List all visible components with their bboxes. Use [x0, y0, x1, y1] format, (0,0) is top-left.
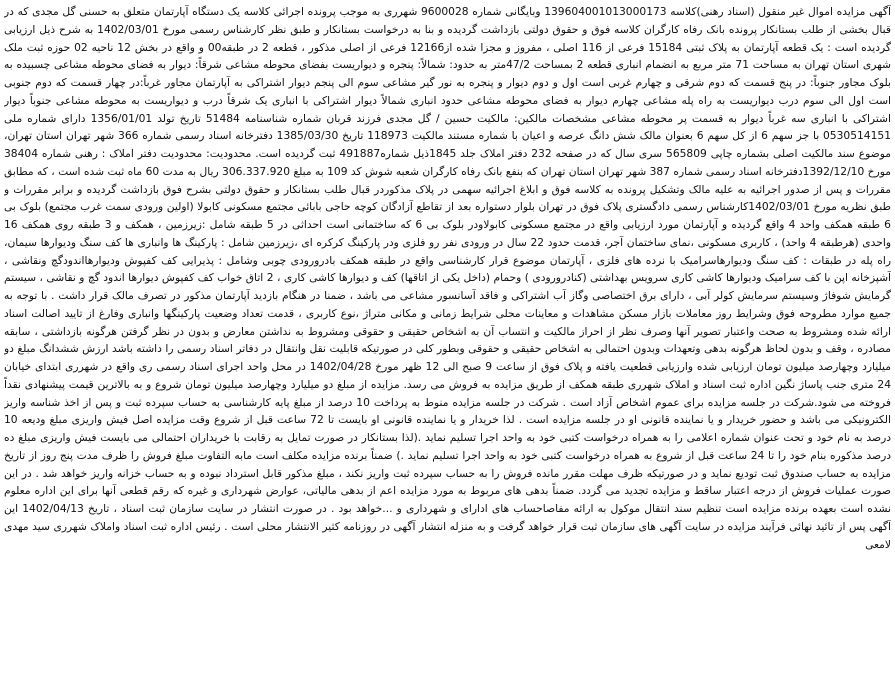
auction-notice [4, 3, 891, 689]
notice-body: آگهی مزایده اموال غیر منقول (اسناد رهنی)کلاسه 139604001013000173 وبایگانی شماره 9600028 شهرری به موجب پرونده اجرائی کلاسه یک دستگاه آپارتمان متعلق به حسنی گل مجدی که در قبال بخشی از طلب بستانکار پرونده بانک رفاه کارگران کلاسه فوق و حقوق دولتی بازداشت گردیده و بنا به درخواست بستانکار و طبق نظر کارشناس رسمی مورخ 1402/03/01 به شرح ذیل ارزیابی گردیده است : یک قطعه آپارتمان به پلاک ثبتی 15184 فرعی از 116 اصلی ، مفروز و مجزا شده از12166 فرعی از اصلی مذکور ، قطعه 2 در طبقه00 و واقع در بخش 12 ناحیه 02 حوزه ثبت ملک شهری استان تهران به مساحت 71 متر مربع به انضمام انباری قطعه 2 بمساحت 47/2متر به حدود: شمالاً: پنجره و دیواریست بفضای محوطه مشاعی شرقاً: دیوار به فضای محوطه مشاعی چسبیده به بلوک مجاور جنوباً: در پنج قسمت که دوم شرقی و چهارم غربی است اول و دوم دیوار و پنجره به نور گیر مشاعی سوم الی پنجم دیوار اشتراکی به آپارتمان مجاور غرباً:در چهار قسمت که دوم جنوبی است اول الی سوم درب دیواریست به راه پله مشاعی چهارم دیوار به فضای محوطه مشاعی حدود انباری شمالاً دیوار اشتراکی با انباری یک شرقاً درب و دیواریست به محوطه مشاعی جنوباً دیوار اشتراکی با انباری سه غرباً دیوار به قسمت پر محوطه مشاعی مشخصات مالکین: مالکیت حسین / گل مجدی فرزند قربان شماره شناسنامه 51484 تاریخ تولد 1356/01/01 دارای شماره ملی 0530514151 با جز سهم 6 از کل سهم 6 بعنوان مالک شش دانگ عرصه و اعیان با شماره مستند مالکیت 118973 تاریخ 1385/03/30 دفترخانه اسناد رسمی شماره 366 شهر تهران استان تهران، موضوع سند مالکیت اصلی بشماره چاپی 565809 سری سال که در صفحه 232 دفتر املاک جلد 1845ذیل شماره491887 ثبت گردیده است. محدودیت: محدودیت دفتر املاک : رهنی شماره 38404 مورخ 1392/12/10دفترخانه اسناد رسمی شماره 387 شهر تهران استان تهران که بنفع بانک رفاه کارگران شعبه شوش کد 109 به مبلغ 306.337.920 ریال به مدت 60 ماه ثبت شده است ، که مطابق مقررات و پس از صدور اجرائیه به علیه مالک وتشکیل پرونده به کلاسه فوق و ابلاغ اجرائیه سهمی در پلاک مذکوردر قبال طلب بستانکار و حقوق دولتی بشرح فوق بازداشت گردیده و برابر مقررات و طبق نظریه مورخ 1402/03/01کارشناس رسمی دادگستری پلاک فوق در تهران بلوار دستواره بعد از تقاطع آزادگان کوچه حاجی بابائی مجتمع مسکونی کابولا (اولین ورودی سمت غرب مجتمع) بلوک بی 6 طبقه همکف واحد 4 واقع گردیده و آپارتمان مورد ارزیابی واقع در مجتمع مسکونی کابولاودر بلوک بی 6 که ساختمانی است احداثی در 5 طبقه شامل :زیرزمین ، همکف و 3 طبقه روی همکف 16 واحدی (هرطبقه 4 واحد) ، کاربری مسکونی ،نمای ساختمان آجر، قدمت حدود 22 سال در ورودی نفر رو فلزی ودر پارکینگ کرکره ای ،زیرزمین شامل : پارکینگ ها وانباری ها کف سنگ ودیوارها سیمان، راه پله در طبقات : کف سنگ ودیوارهاسرامیک با نرده های فلزی ، آپارتمان موضوع قرار کارشناسی واقع در طبقه همکف بادرورودی چوبی وشامل : پذیرایی کف کفپوش ودیوارهااندودگچ ونقاشی ، آشپزخانه اپن با کف سرامیک ودیوارها کاشی کاری سرویس بهداشتی (کنادرورودی ) وحمام (داخل یکی از اتاقها) کف و دیوارها کاشی کاری ، 2 اتاق خواب کف کفپوش دیوارها اندود گچ و نقاشی ، سیستم گرمایش شوفاژ وسیستم سرمایش کولر آبی ، دارای برق اختصاصی وگاز آب اشتراکی و فاقد آسانسور مشاعی می باشد ، ضمنا در هنگام بازدید آپارتمان مذکور در تصرف مالک قرار داشت . با توجه به جمیع موارد مطروحه فوق وشرایط روز معاملات بازار مسکن مشاهدات و معاینات محلی شرایط زمانی و مکانی متراژ ،نوع کاربری ، قدمت تعداد وضعیت پارکینگها وانباری وفارغ از تایید اصالت اسناد ارائه شده ومشروط به صحت واعتبار تصویر آنها وصرف نظر از احراز مالکیت و انتساب آن به اشخاص حقیقی و حقوقی ومشروط به نداشتن معارض و بدون در نظر گرفتن هرگونه بازداشتی ، سابقه مصادره ، وقف و بدون لحاظ هرگونه بدهی وتعهدات وبدون احتمالی به اشخاص حقیقی و حقوقی وبطور کلی در صورتیکه قابلیت نقل وانتقال در دفاتر اسناد رسمی را داشته باشد ارزش ششدانگ مبلغ دو میلیارد وچهارصد میلیون تومان ارزیابی شده وارزیابی قطعیت یافته و پلاک فوق از ساعت 9 صبح الی 12 ظهر مورخ 1402/04/28 در محل واحد اجرای اسناد رسمی ری واقع در شهرری ابتدای خیابان 24 متری جنب پاساژ نگین اداره ثبت اسناد و املاک شهرری طبقه همکف از طریق مزایده به فروش می رسد. مزایده از مبلغ دو میلیارد وچهارصد میلیون تومان شروع و به بالاترین قیمت پیشنهادی نقداً فروخته می شود.شرکت در جلسه مزایده برای عموم اشخاص آزاد است . شرکت در جلسه مزایده منوط به پرداخت 10 درصد از مبلغ پایه کارشناسی به حساب سپرده ثبت و پس از اخذ شناسه واریز الکترونیکی می باشد و حضور خریدار و یا نماینده قانونی او در جلسه مزایده است . لذا خریدار و یا نماینده قانونی او بایست تا 72 ساعت قبل از شروع وقت مزایده اصل فیش واریزی مبلغ ودیعه 10 درصد به نام خود و تحت عنوان شماره اعلامی را به همراه درخواست کتبی خود به واحد اجرا تسلیم نماید .(لذا بستانکار در صورت تمایل به رقابت با خریداران احتمالی می بایست فیش واریزی مبلغ ده درصد مذکوره بنام خود را تا 24 ساعت قبل از شروع به همراه درخواست کتبی خود به واحد اجرا تسلیم نماید .) ضمناً برنده مزایده مکلف است مابه التفاوت مبلغ فروش را ظرف مدت پنج روز از تاریخ مزایده به حساب صندوق ثبت تودیع نماید و در صورتیکه ظرف مهلت مقرر مانده فروش را به حساب سپرده ثبت واریز نکند ، مبلغ مذکور قابل استرداد نبوده و به حساب خزانه واریز خواهد شد . در این صورت عملیات فروش از درجه اعتبار ساقط و مزایده تجدید می گردد. ضمناً بدهی های مربوط به مورد مزایده اعم از بدهی مالیاتی، عوارض شهرداری و غیره که رقم قطعی آنها برای این اداره معلوم نشده است بعهده برنده مزایده است تنظیم سند انتقال موکول به ارائه مفاصاحساب های ادارای و شهرداری و ...خواهد بود . در صورت انتشار در سایت سازمان ثبت اسناد ، تاریخ 1402/04/13 این آگهی پس از تائید نهائی فرآیند مزایده در سایت آگهی های سازمان ثبت قرار خواهد گرفت و به منزله انتشار آگهی در روزنامه کثیر الانتشار محلی است . رئیس اداره ثبت اسناد واملاک شهرری سید مهدی لامعی [4, 5, 891, 551]
